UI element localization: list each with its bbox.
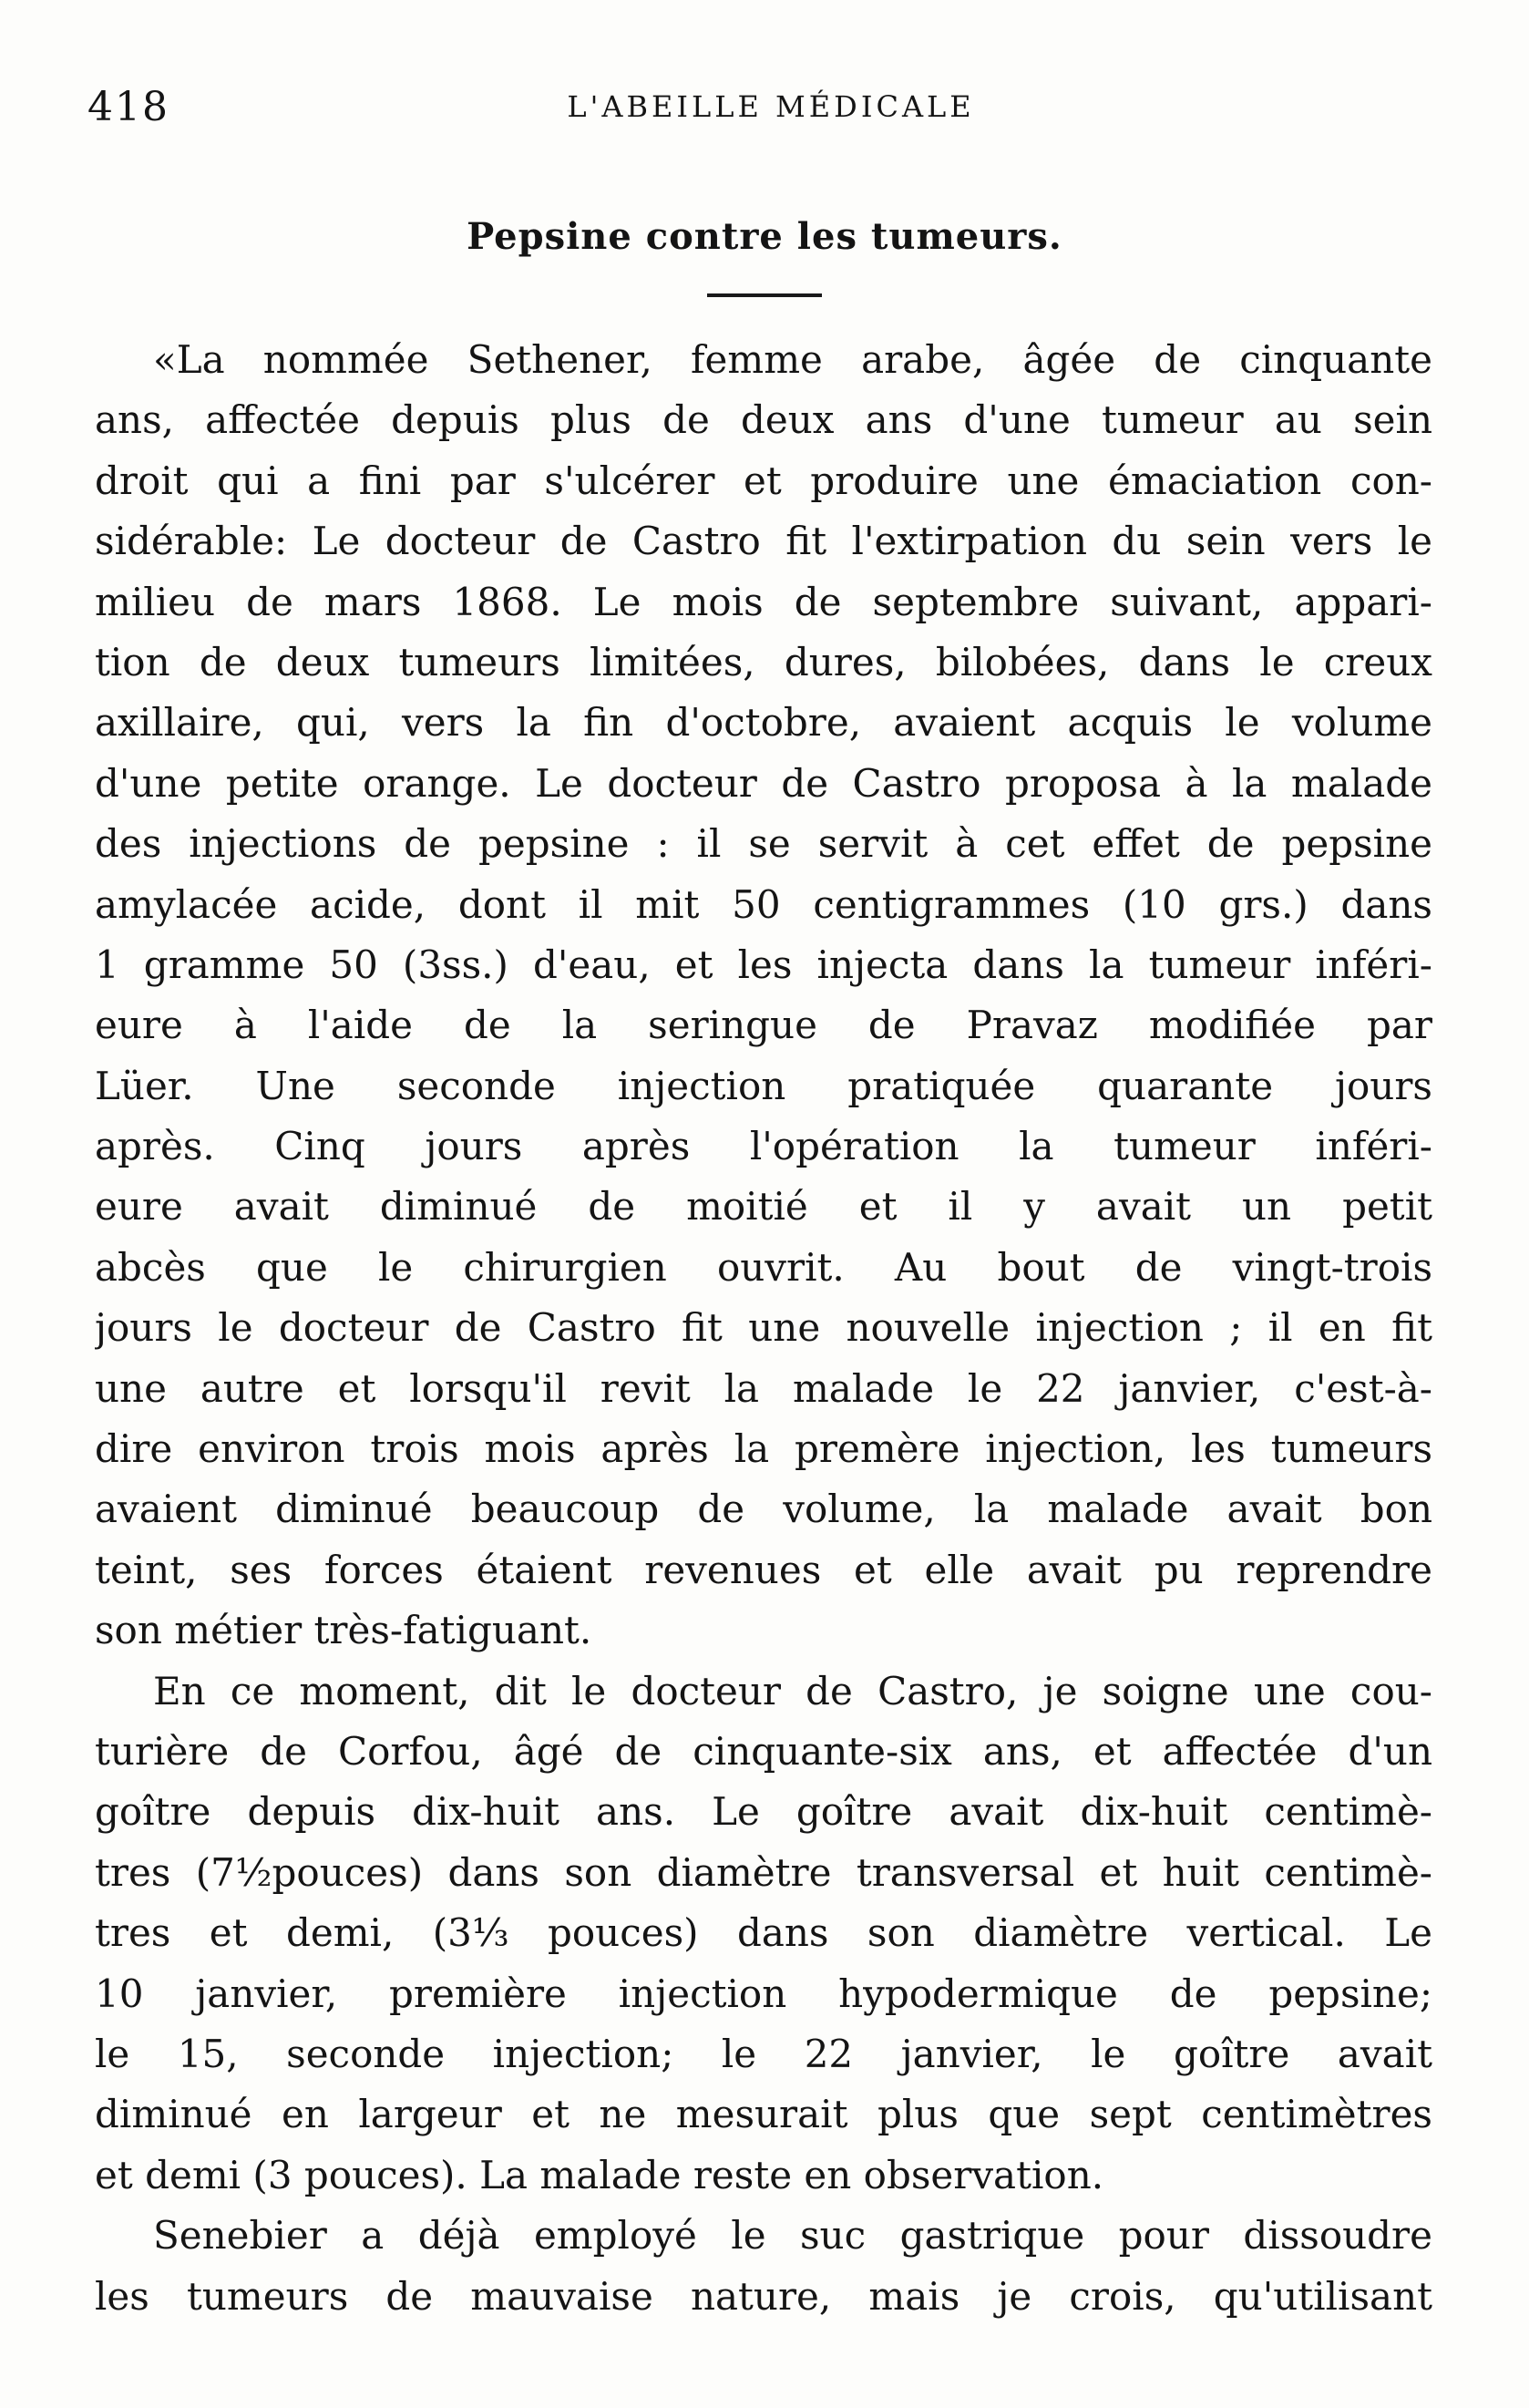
text-line: jours le docteur de Castro fit une nouvelle injection ; il en fit	[95, 1305, 1432, 1351]
text-line: Lüer. Une seconde injection pratiquée quarante jours	[95, 1063, 1432, 1108]
text-line: Senebier a déjà employé le suc gastrique pour dissoudre	[153, 2213, 1432, 2259]
text-line: eure avait diminué de moitié et il y avait un petit	[95, 1184, 1432, 1230]
title-divider	[707, 293, 822, 297]
article-body	[95, 330, 1432, 2327]
text-line: turière de Corfou, âgé de cinquante-six ans, et affectée d'un	[95, 1728, 1432, 1774]
text-line: d'une petite orange. Le docteur de Castro proposa à la malade	[95, 760, 1432, 806]
text-line: eure à l'aide de la seringue de Pravaz modifiée par	[95, 1003, 1432, 1048]
text-line: ans, affectée depuis plus de deux ans d'une tumeur au sein	[95, 397, 1432, 443]
article-title: Pepsine contre les tumeurs.	[467, 215, 1062, 258]
text-line: droit qui a fini par s'ulcérer et produire une émaciation con-	[95, 458, 1432, 503]
text-line: 10 janvier, première injection hypodermique de pepsine;	[95, 1971, 1432, 2016]
journal-title: L'ABEILLE MÉDICALE	[567, 89, 975, 124]
text-line: 1 gramme 50 (3ss.) d'eau, et les injecta dans la tumeur inféri-	[95, 942, 1432, 987]
text-line: une autre et lorsqu'il revit la malade le 22 janvier, c'est-à-	[95, 1365, 1432, 1411]
text-line: milieu de mars 1868. Le mois de septembre suivant, appari-	[95, 579, 1432, 624]
text-line: le 15, seconde injection; le 22 janvier, le goître avait	[95, 2031, 1432, 2076]
text-line: des injections de pepsine : il se servit à cet effet de pepsine	[95, 821, 1432, 867]
running-head	[87, 84, 1454, 139]
text-line: son métier très-fatiguant.	[95, 1608, 592, 1653]
text-line: tres et demi, (3⅓ pouces) dans son diamètre vertical. Le	[95, 1910, 1432, 1956]
text-line: goître depuis dix-huit ans. Le goître avait dix-huit centimè-	[95, 1789, 1432, 1835]
text-line: les tumeurs de mauvaise nature, mais je crois, qu'utilisant	[95, 2273, 1432, 2319]
text-line: avaient diminué beaucoup de volume, la malade avait bon	[95, 1487, 1432, 1532]
text-line: tres (7½pouces) dans son diamètre transversal et huit centimè-	[95, 1849, 1432, 1895]
page-number: 418	[87, 84, 169, 130]
text-line: En ce moment, dit le docteur de Castro, je soigne une cou-	[153, 1668, 1432, 1713]
text-line: dire environ trois mois après la premère injection, les tumeurs	[95, 1426, 1432, 1472]
text-line: sidérable: Le docteur de Castro fit l'extirpation du sein vers le	[95, 519, 1432, 564]
text-line: et demi (3 pouces). La malade reste en observation.	[95, 2152, 1104, 2197]
text-line: teint, ses forces étaient revenues et elle avait pu reprendre	[95, 1547, 1432, 1592]
text-line: amylacée acide, dont il mit 50 centigrammes (10 grs.) dans	[95, 881, 1432, 927]
text-line: «La nommée Sethener, femme arabe, âgée de cinquante	[153, 337, 1432, 382]
text-line: abcès que le chirurgien ouvrit. Au bout de vingt-trois	[95, 1244, 1432, 1290]
text-line: diminué en largeur et ne mesurait plus que sept centimètres	[95, 2092, 1432, 2137]
text-line: axillaire, qui, vers la fin d'octobre, avaient acquis le volume	[95, 700, 1432, 746]
text-line: tion de deux tumeurs limitées, dures, bilobées, dans le creux	[95, 639, 1432, 684]
text-line: après. Cinq jours après l'opération la tumeur inféri-	[95, 1124, 1432, 1169]
